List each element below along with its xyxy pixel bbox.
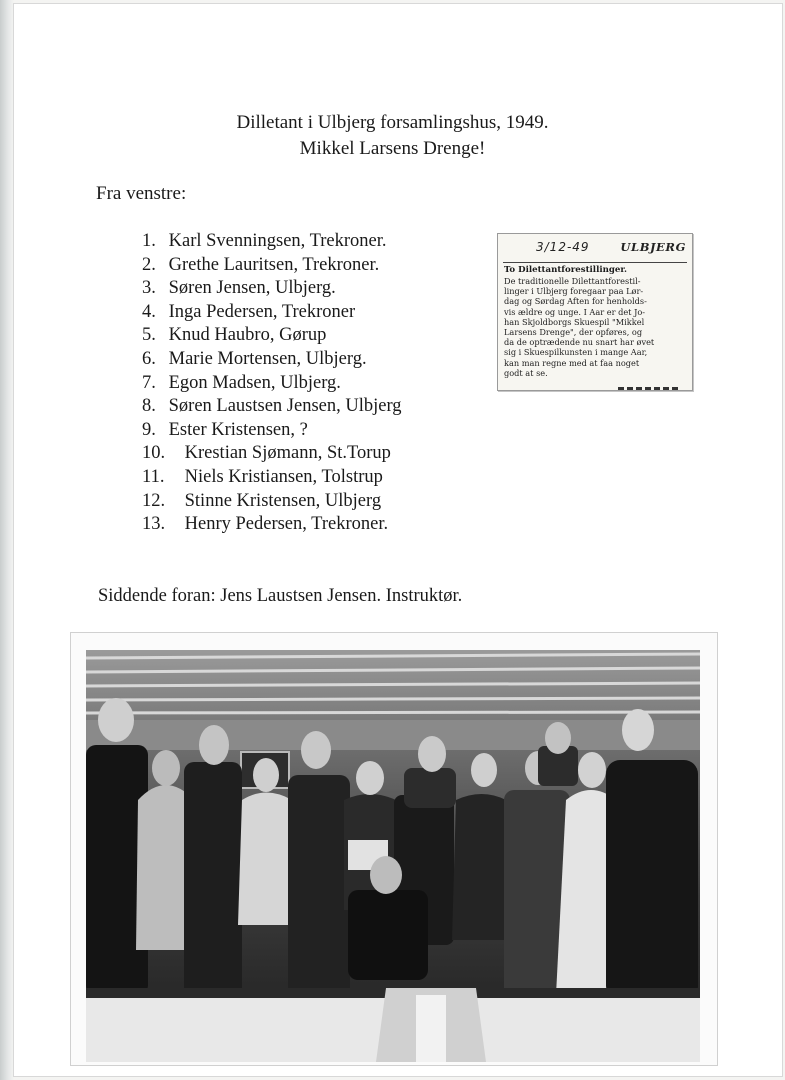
clipping-header bbox=[498, 234, 692, 260]
cast-item: 2. Grethe Lauritsen, Trekroner. bbox=[142, 254, 380, 275]
cast-item: 1. Karl Svenningsen, Trekroner. bbox=[142, 231, 387, 251]
group-photo-image bbox=[86, 650, 700, 1062]
page-title: Dilletant i Ulbjerg forsamlingshus, 1949. bbox=[236, 112, 549, 133]
group-photo bbox=[86, 650, 700, 1062]
clipping-headline: To Dilettantforestillinger. bbox=[504, 265, 628, 275]
intro-label: Fra venstre: bbox=[96, 183, 187, 204]
binder-edge bbox=[0, 0, 14, 1080]
cast-item: 11. Niels Kristiansen, Tolstrup bbox=[142, 466, 383, 487]
clipping-cut-edge bbox=[618, 387, 678, 390]
newspaper-clipping bbox=[497, 233, 693, 391]
cast-item: 12. Stinne Kristensen, Ulbjerg bbox=[142, 490, 382, 511]
back-wall bbox=[86, 720, 700, 750]
play-title: Mikkel Larsens Drenge! bbox=[299, 138, 486, 159]
cast-item: 5. Knud Haubro, Gørup bbox=[142, 325, 327, 346]
cast-item: 3. Søren Jensen, Ulbjerg. bbox=[142, 278, 336, 299]
clipping-body: De traditionelle Dilettantforestil- linger i Ulbjerg foregaar paa Lør- dag og Sørdag Aften for henholds- vis ældre og unge. I Aar er det Jo- han Skjoldborgs Skuespil "Mikkel Larsens Drenge", der opføres, og da de optrædende nu snart har øvet sig i Skuespilkunsten i mange Aar, kan man regne med at faa noget godt at se. bbox=[504, 276, 655, 378]
seated-caption: Siddende foran: Jens Laustsen Jensen. Instruktør. bbox=[98, 586, 463, 606]
cast-item: 8. Søren Laustsen Jensen, Ulbjerg bbox=[142, 396, 402, 417]
cast-item: 10. Krestian Sjømann, St.Torup bbox=[142, 443, 391, 464]
cast-list bbox=[142, 230, 402, 537]
cast-item: 9. Ester Kristensen, ? bbox=[142, 419, 308, 440]
cast-item: 4. Inga Pedersen, Trekroner bbox=[142, 301, 356, 322]
clipping-place: ULBJERG bbox=[620, 240, 686, 254]
clipping-rule bbox=[503, 262, 687, 263]
cast-item: 6. Marie Mortensen, Ulbjerg. bbox=[142, 348, 367, 369]
clipping-date: 3/12-49 bbox=[536, 240, 590, 254]
cast-item: 13. Henry Pedersen, Trekroner. bbox=[142, 514, 389, 535]
cast-item: 7. Egon Madsen, Ulbjerg. bbox=[142, 372, 341, 393]
